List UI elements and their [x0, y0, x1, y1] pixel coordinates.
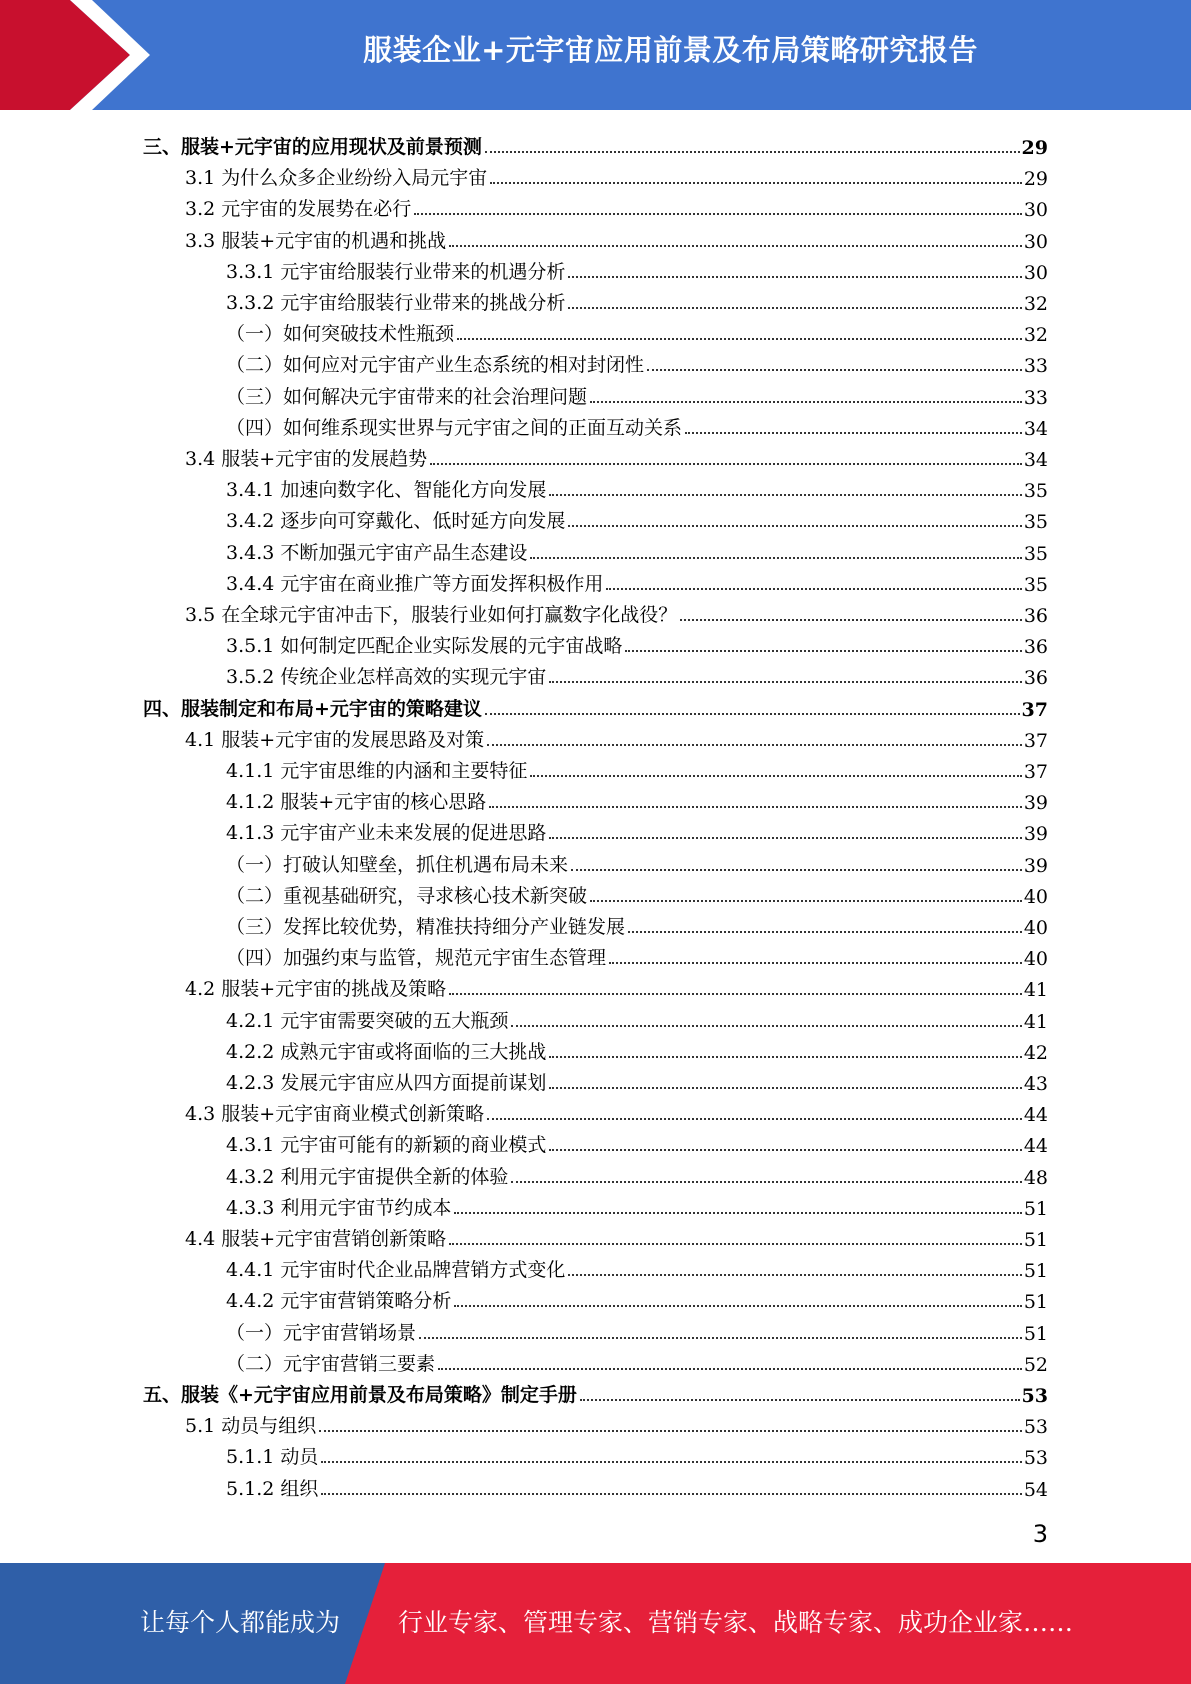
toc-entry-page: 41	[1023, 979, 1048, 1002]
toc-entry[interactable]	[0, 752, 1191, 783]
toc-entry[interactable]	[0, 908, 1191, 939]
toc-entry[interactable]	[0, 1282, 1191, 1313]
toc-entry[interactable]	[0, 596, 1191, 627]
toc-dot-leader	[568, 525, 1021, 527]
toc-entry-label: 3.5 在全球元宇宙冲击下，服装行业如何打赢数字化战役？	[185, 604, 678, 626]
toc-entry-page: 37	[1021, 698, 1048, 721]
toc-dot-leader	[530, 557, 1021, 559]
toc-dot-leader	[487, 1118, 1022, 1120]
toc-entry-page: 54	[1023, 1478, 1048, 1501]
toc-dot-leader	[449, 1243, 1022, 1245]
toc-entry-page: 40	[1023, 885, 1048, 908]
toc-dot-leader	[680, 619, 1022, 621]
toc-entry-page: 33	[1023, 386, 1048, 409]
toc-entry-page: 42	[1023, 1041, 1048, 1064]
toc-entry[interactable]	[0, 565, 1191, 596]
toc-entry[interactable]	[0, 1345, 1191, 1376]
toc-entry-page: 44	[1023, 1104, 1048, 1127]
toc-dot-leader	[685, 432, 1022, 434]
toc-entry-label: 4.3.2 利用元宇宙提供全新的体验	[226, 1165, 509, 1188]
toc-entry-page: 39	[1023, 792, 1048, 815]
toc-entry[interactable]	[0, 970, 1191, 1001]
toc-entry-page: 35	[1023, 480, 1048, 503]
toc-dot-leader	[414, 213, 1022, 215]
toc-entry-label: 4.4.2 元宇宙营销策略分析	[226, 1290, 452, 1313]
toc-entry[interactable]	[0, 409, 1191, 440]
toc-entry[interactable]	[0, 1126, 1191, 1157]
toc-entry-label: 三、服装+元宇宙的应用现状及前景预测	[143, 136, 482, 158]
toc-entry-label: 4.2.2 成熟元宇宙或将面临的三大挑战	[226, 1040, 547, 1063]
toc-entry-page: 34	[1023, 449, 1048, 471]
toc-entry-label: 3.4 服装+元宇宙的发展趋势	[185, 448, 428, 470]
toc-dot-leader	[549, 1087, 1021, 1089]
toc-entry-page: 29	[1021, 137, 1048, 159]
toc-entry[interactable]	[0, 690, 1191, 721]
toc-entry-label: 4.2.3 发展元宇宙应从四方面提前谋划	[226, 1072, 547, 1094]
toc-dot-leader	[321, 1461, 1021, 1463]
toc-entry[interactable]	[0, 783, 1191, 814]
toc-dot-leader	[606, 588, 1021, 590]
toc-entry-label: （二）元宇宙营销三要素	[226, 1352, 436, 1375]
toc-entry-label: 4.1.2 服装+元宇宙的核心思路	[226, 791, 487, 814]
toc-entry[interactable]	[0, 222, 1191, 253]
toc-entry[interactable]	[0, 1095, 1191, 1126]
toc-dot-leader	[489, 806, 1022, 808]
header-bar	[0, 0, 1191, 110]
toc-dot-leader	[454, 1305, 1021, 1307]
toc-dot-leader	[511, 1025, 1021, 1027]
toc-entry-page: 36	[1023, 667, 1048, 690]
toc-entry[interactable]	[0, 1064, 1191, 1095]
toc-dot-leader	[430, 463, 1022, 465]
toc-entry-label: 3.5.1 如何制定匹配企业实际发展的元宇宙战略	[226, 635, 623, 658]
toc-dot-leader	[454, 1212, 1021, 1214]
toc-entry[interactable]	[0, 1376, 1191, 1407]
header-red-arrow-decoration	[0, 0, 160, 110]
toc-entry-label: 3.4.3 不断加强元宇宙产品生态建设	[226, 541, 528, 564]
toc-entry[interactable]	[0, 315, 1191, 346]
toc-entry[interactable]	[0, 1251, 1191, 1282]
report-title: 服装企业+元宇宙应用前景及布局策略研究报告	[363, 33, 978, 67]
toc-entry-label: 五、服装《+元宇宙应用前景及布局策略》制定手册	[143, 1384, 577, 1406]
toc-entry-label: 3.3 服装+元宇宙的机遇和挑战	[185, 229, 447, 252]
toc-dot-leader	[549, 1149, 1021, 1151]
toc-entry-page: 41	[1023, 1010, 1048, 1033]
toc-entry-label: 3.4.1 加速向数字化、智能化方向发展	[226, 479, 547, 502]
toc-entry[interactable]	[0, 1438, 1191, 1469]
toc-dot-leader	[321, 1493, 1021, 1495]
toc-dot-leader	[647, 369, 1022, 371]
toc-entry-label: 3.4.4 元宇宙在商业推广等方面发挥积极作用	[226, 572, 604, 595]
footer-banner	[0, 1563, 1191, 1684]
toc-entry-label: 四、服装制定和布局+元宇宙的策略建议	[143, 697, 482, 720]
toc-entry[interactable]	[0, 814, 1191, 845]
toc-dot-leader	[590, 401, 1022, 403]
toc-entry[interactable]	[0, 440, 1191, 471]
toc-entry-page: 34	[1023, 417, 1048, 440]
toc-entry-page: 33	[1023, 355, 1048, 378]
toc-dot-leader	[490, 182, 1022, 184]
toc-entry-label: （三）如何解决元宇宙带来的社会治理问题	[226, 385, 588, 408]
toc-entry[interactable]	[0, 1470, 1191, 1501]
toc-entry[interactable]	[0, 1220, 1191, 1251]
toc-entry[interactable]	[0, 253, 1191, 284]
toc-dot-leader	[568, 307, 1021, 309]
toc-entry-label: （三）发挥比较优势，精准扶持细分产业链发展	[226, 916, 626, 938]
toc-entry-label: 3.5.2 传统企业怎样高效的实现元宇宙	[226, 666, 547, 689]
toc-entry-page: 36	[1023, 636, 1048, 659]
toc-dot-leader	[549, 1056, 1021, 1058]
toc-entry-label: 4.3.1 元宇宙可能有的新颖的商业模式	[226, 1134, 547, 1157]
toc-entry-label: 4.1 服装+元宇宙的发展思路及对策	[185, 728, 485, 751]
page-number: 3	[1032, 1520, 1048, 1548]
toc-entry-page: 30	[1023, 230, 1048, 253]
toc-dot-leader	[571, 869, 1022, 871]
toc-entry-label: 4.4 服装+元宇宙营销创新策略	[185, 1228, 447, 1250]
toc-entry[interactable]	[0, 939, 1191, 970]
toc-entry-label: 4.3.3 利用元宇宙节约成本	[226, 1196, 452, 1219]
toc-entry[interactable]	[0, 284, 1191, 315]
toc-entry-label: （四）如何维系现实世界与元宇宙之间的正面互动关系	[226, 416, 683, 439]
toc-entry[interactable]	[0, 128, 1191, 159]
toc-dot-leader	[319, 1430, 1022, 1432]
toc-dot-leader	[568, 276, 1021, 278]
toc-entry-label: 4.2.1 元宇宙需要突破的五大瓶颈	[226, 1009, 509, 1032]
toc-entry-label: （四）加强约束与监管，规范元宇宙生态管理	[226, 947, 607, 970]
toc-entry-page: 35	[1023, 573, 1048, 596]
toc-entry[interactable]	[0, 846, 1191, 877]
toc-entry-page: 37	[1023, 761, 1048, 783]
toc-entry-page: 43	[1023, 1073, 1048, 1095]
toc-entry[interactable]	[0, 658, 1191, 689]
toc-entry[interactable]	[0, 159, 1191, 190]
toc-entry-label: 4.1.3 元宇宙产业未来发展的促进思路	[226, 822, 547, 845]
toc-entry[interactable]	[0, 1033, 1191, 1064]
toc-entry-label: 3.1 为什么众多企业纷纷入局元宇宙	[185, 167, 488, 190]
toc-dot-leader	[549, 494, 1021, 496]
toc-entry[interactable]	[0, 471, 1191, 502]
toc-dot-leader	[590, 900, 1022, 902]
toc-entry-page: 32	[1023, 324, 1048, 347]
toc-dot-leader	[485, 151, 1020, 153]
toc-entry-label: （二）如何应对元宇宙产业生态系统的相对封闭性	[226, 354, 645, 377]
toc-entry[interactable]	[0, 190, 1191, 221]
toc-entry-page: 40	[1023, 917, 1048, 939]
toc-entry[interactable]	[0, 721, 1191, 752]
toc-entry-page: 36	[1023, 605, 1048, 627]
toc-entry[interactable]	[0, 627, 1191, 658]
toc-entry-label: 3.3.2 元宇宙给服装行业带来的挑战分析	[226, 292, 566, 314]
toc-entry[interactable]	[0, 346, 1191, 377]
toc-entry-label: （一）如何突破技术性瓶颈	[226, 323, 455, 346]
toc-dot-leader	[457, 338, 1022, 340]
toc-entry[interactable]	[0, 378, 1191, 409]
toc-entry-page: 51	[1023, 1291, 1048, 1314]
toc-entry-page: 51	[1023, 1260, 1048, 1283]
toc-dot-leader	[549, 837, 1021, 839]
toc-entry-page: 39	[1023, 823, 1048, 846]
footer-slogan-right: 行业专家、管理专家、营销专家、战略专家、成功企业家……	[398, 1608, 1074, 1637]
toc-entry[interactable]	[0, 1158, 1191, 1189]
toc-dot-leader	[449, 245, 1022, 247]
toc-entry-label: 5.1.2 组织	[226, 1477, 319, 1500]
toc-entry-page: 30	[1023, 199, 1048, 222]
toc-entry-page: 39	[1023, 854, 1048, 877]
toc-entry-page: 30	[1023, 261, 1048, 284]
toc-entry[interactable]	[0, 877, 1191, 908]
toc-entry-label: 3.3.1 元宇宙给服装行业带来的机遇分析	[226, 260, 566, 283]
toc-dot-leader	[511, 1181, 1021, 1183]
toc-entry-page: 44	[1023, 1135, 1048, 1158]
toc-dot-leader	[449, 993, 1022, 995]
toc-entry-page: 48	[1023, 1166, 1048, 1189]
toc-entry-page: 29	[1023, 168, 1048, 191]
toc-dot-leader	[438, 1368, 1022, 1370]
toc-dot-leader	[549, 681, 1021, 683]
toc-dot-leader	[419, 1337, 1022, 1339]
footer-slogan-left: 让每个人都能成为	[140, 1608, 341, 1637]
toc-entry-label: 3.4.2 逐步向可穿戴化、低时延方向发展	[226, 510, 566, 533]
toc-entry[interactable]	[0, 1189, 1191, 1220]
toc-entry-label: 5.1 动员与组织	[185, 1415, 317, 1438]
toc-dot-leader	[487, 744, 1022, 746]
toc-entry-page: 53	[1021, 1385, 1048, 1407]
toc-entry-page: 35	[1023, 511, 1048, 534]
toc-entry[interactable]	[0, 1002, 1191, 1033]
toc-entry-label: 5.1.1 动员	[226, 1446, 319, 1469]
toc-entry-page: 51	[1023, 1322, 1048, 1345]
toc-dot-leader	[568, 1274, 1021, 1276]
toc-entry-label: 4.2 服装+元宇宙的挑战及策略	[185, 978, 447, 1001]
toc-entry-label: 4.3 服装+元宇宙商业模式创新策略	[185, 1103, 485, 1126]
toc-entry-page: 51	[1023, 1229, 1048, 1251]
toc-dot-leader	[628, 931, 1022, 933]
toc-entry-page: 52	[1023, 1353, 1048, 1376]
toc-entry-label: （二）重视基础研究，寻求核心技术新突破	[226, 884, 588, 907]
toc-entry-page: 35	[1023, 542, 1048, 565]
toc-dot-leader	[530, 775, 1021, 777]
toc-entry[interactable]	[0, 502, 1191, 533]
toc-entry-page: 32	[1023, 293, 1048, 315]
toc-entry-label: 4.1.1 元宇宙思维的内涵和主要特征	[226, 760, 528, 782]
toc-entry-label: （一）元宇宙营销场景	[226, 1321, 417, 1344]
toc-entry[interactable]	[0, 1314, 1191, 1345]
toc-entry-page: 37	[1023, 729, 1048, 752]
toc-dot-leader	[625, 650, 1021, 652]
toc-entry[interactable]	[0, 534, 1191, 565]
toc-entry-page: 40	[1023, 948, 1048, 971]
toc-entry-label: 3.2 元宇宙的发展势在必行	[185, 198, 412, 221]
toc-entry-page: 51	[1023, 1197, 1048, 1220]
toc-entry-page: 53	[1023, 1447, 1048, 1470]
toc-entry-label: 4.4.1 元宇宙时代企业品牌营销方式变化	[226, 1259, 566, 1282]
toc-dot-leader	[580, 1399, 1020, 1401]
toc-dot-leader	[609, 962, 1022, 964]
toc-entry-page: 53	[1023, 1416, 1048, 1439]
toc-entry-label: （一）打破认知壁垒，抓住机遇布局未来	[226, 853, 569, 876]
toc-dot-leader	[485, 713, 1020, 715]
toc-entry[interactable]	[0, 1407, 1191, 1438]
